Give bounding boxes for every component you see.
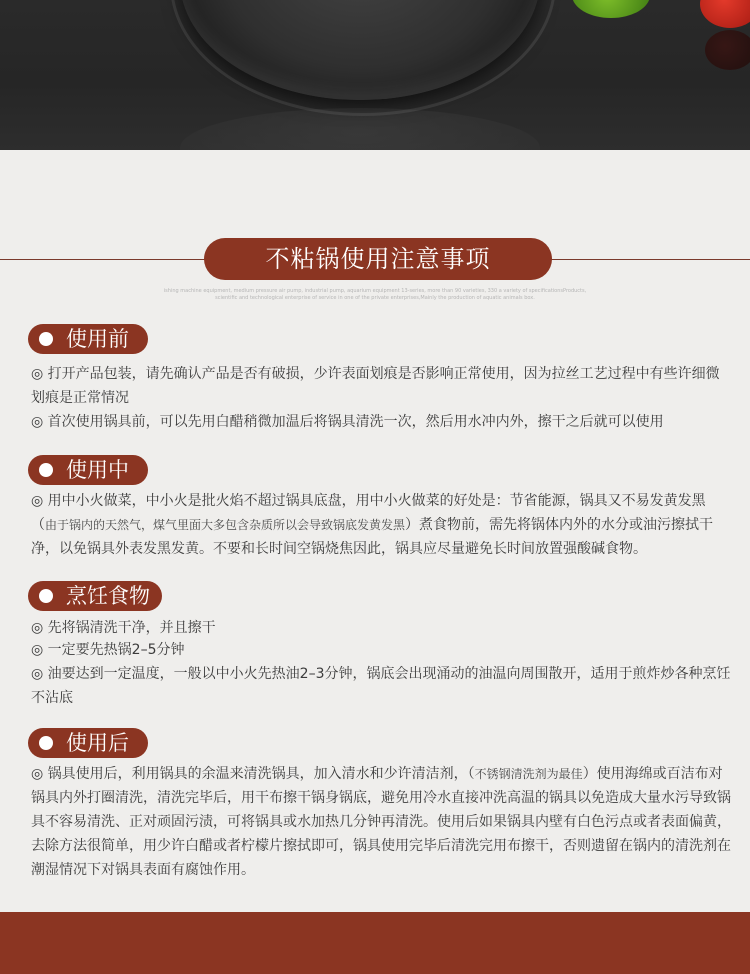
bullet-dot-icon [39, 589, 53, 603]
paragraph-text: ）煮食物前，需先将锅体内外的水分或油污擦拭干净，以免锅具外表发黑发黄。不要和长时间空锅烧焦因此，锅具应尽量避免长时间放置强酸碱食物。 [31, 517, 714, 557]
section-heading-during-use [28, 455, 148, 485]
product-hero-image [0, 0, 750, 150]
paragraph-after-use [31, 762, 731, 882]
section-heading-label: 使用中 [66, 458, 129, 482]
section-heading-after-use [28, 728, 148, 758]
section-heading-before-use [28, 324, 148, 354]
green-tomato-image [572, 0, 650, 18]
section-heading-label: 烹饪食物 [66, 584, 150, 608]
paragraph-before-use-1: ◎ 打开产品包装，请先确认产品是否有破损，少许表面划痕是否影响正常使用，因为拉丝工艺过程中有些许细微划痕是正常情况 [31, 366, 720, 406]
footer-band [0, 912, 750, 974]
section-heading-label: 使用后 [66, 731, 129, 755]
dark-tomato-image [705, 30, 750, 70]
section-heading-label: 使用前 [66, 327, 129, 351]
paragraph-during-use [31, 489, 731, 561]
paragraph-text: ◎ 锅具使用后，利用锅具的余温来清洗锅具，加入清水和少许清洁剂，（ [31, 766, 475, 782]
bullet-dot-icon [39, 332, 53, 346]
paragraph-text: ）使用海绵或百洁布对锅具内外打圈清洗，清洗完毕后，用干布擦干锅身锅底，避免用冷水直接冲洗高温的锅具以免造成大量水污导致锅具不容易清洗、正对顽固污渍，可将锅具或水加热几分钟再清洗。使用后如果锅具内壁有白色污点或者表面偏黄，去除方法很简单，用少许白醋或者柠檬片擦拭即可，锅具使用完毕后清洗完用布擦干，否则遗留在锅内的清洗剂在潮湿情况下对锅具表面有腐蚀作用。 [31, 766, 731, 878]
paragraph-cooking-2: ◎ 一定要先热锅2–5分钟 [31, 642, 185, 658]
paragraph-cooking-1: ◎ 先将锅清洗干净，并且擦干 [31, 620, 216, 636]
paragraph-note: 不锈钢清洗剂为最佳 [474, 767, 583, 781]
subtitle-line: scientific and technological enterprise of service in one of the private enterprises,Mainly the production of aquatic animals box. [215, 295, 535, 301]
title-banner [0, 238, 750, 282]
paragraph-before-use-2: ◎ 首次使用锅具前，可以先用白醋稍微加温后将锅具清洗一次，然后用水冲内外，擦干之后就可以使用 [31, 414, 664, 430]
paragraph-cooking-3: ◎ 油要达到一定温度，一般以中小火先热油2–3分钟，锅底会出现涌动的油温向周围散开，适用于煎炸炒各种烹饪不沾底 [31, 666, 731, 706]
bullet-dot-icon [39, 463, 53, 477]
section-heading-cooking [28, 581, 162, 611]
english-subtitle [150, 288, 600, 302]
paragraph-note: 由于锅内的天然气，煤气里面大多包含杂质所以会导致锅底发黄发黑 [45, 518, 406, 532]
red-tomato-image [700, 0, 750, 28]
page-title: 不粘锅使用注意事项 [204, 238, 552, 280]
bullet-dot-icon [39, 736, 53, 750]
subtitle-line: ishing machine equipment, medium pressure air pump, industrial pump, aquarium equipment 13-series, more than 90 varieties, 330 a variety of specificationsProducts, [163, 288, 587, 294]
pan-reflection [180, 108, 540, 150]
paragraph-text: ◎ 用中小火做菜，中小火是批火焰不超过锅具底盘，用中小火做菜的好处是：节省能源，锅具又不易发黄发黑（ [31, 493, 706, 533]
